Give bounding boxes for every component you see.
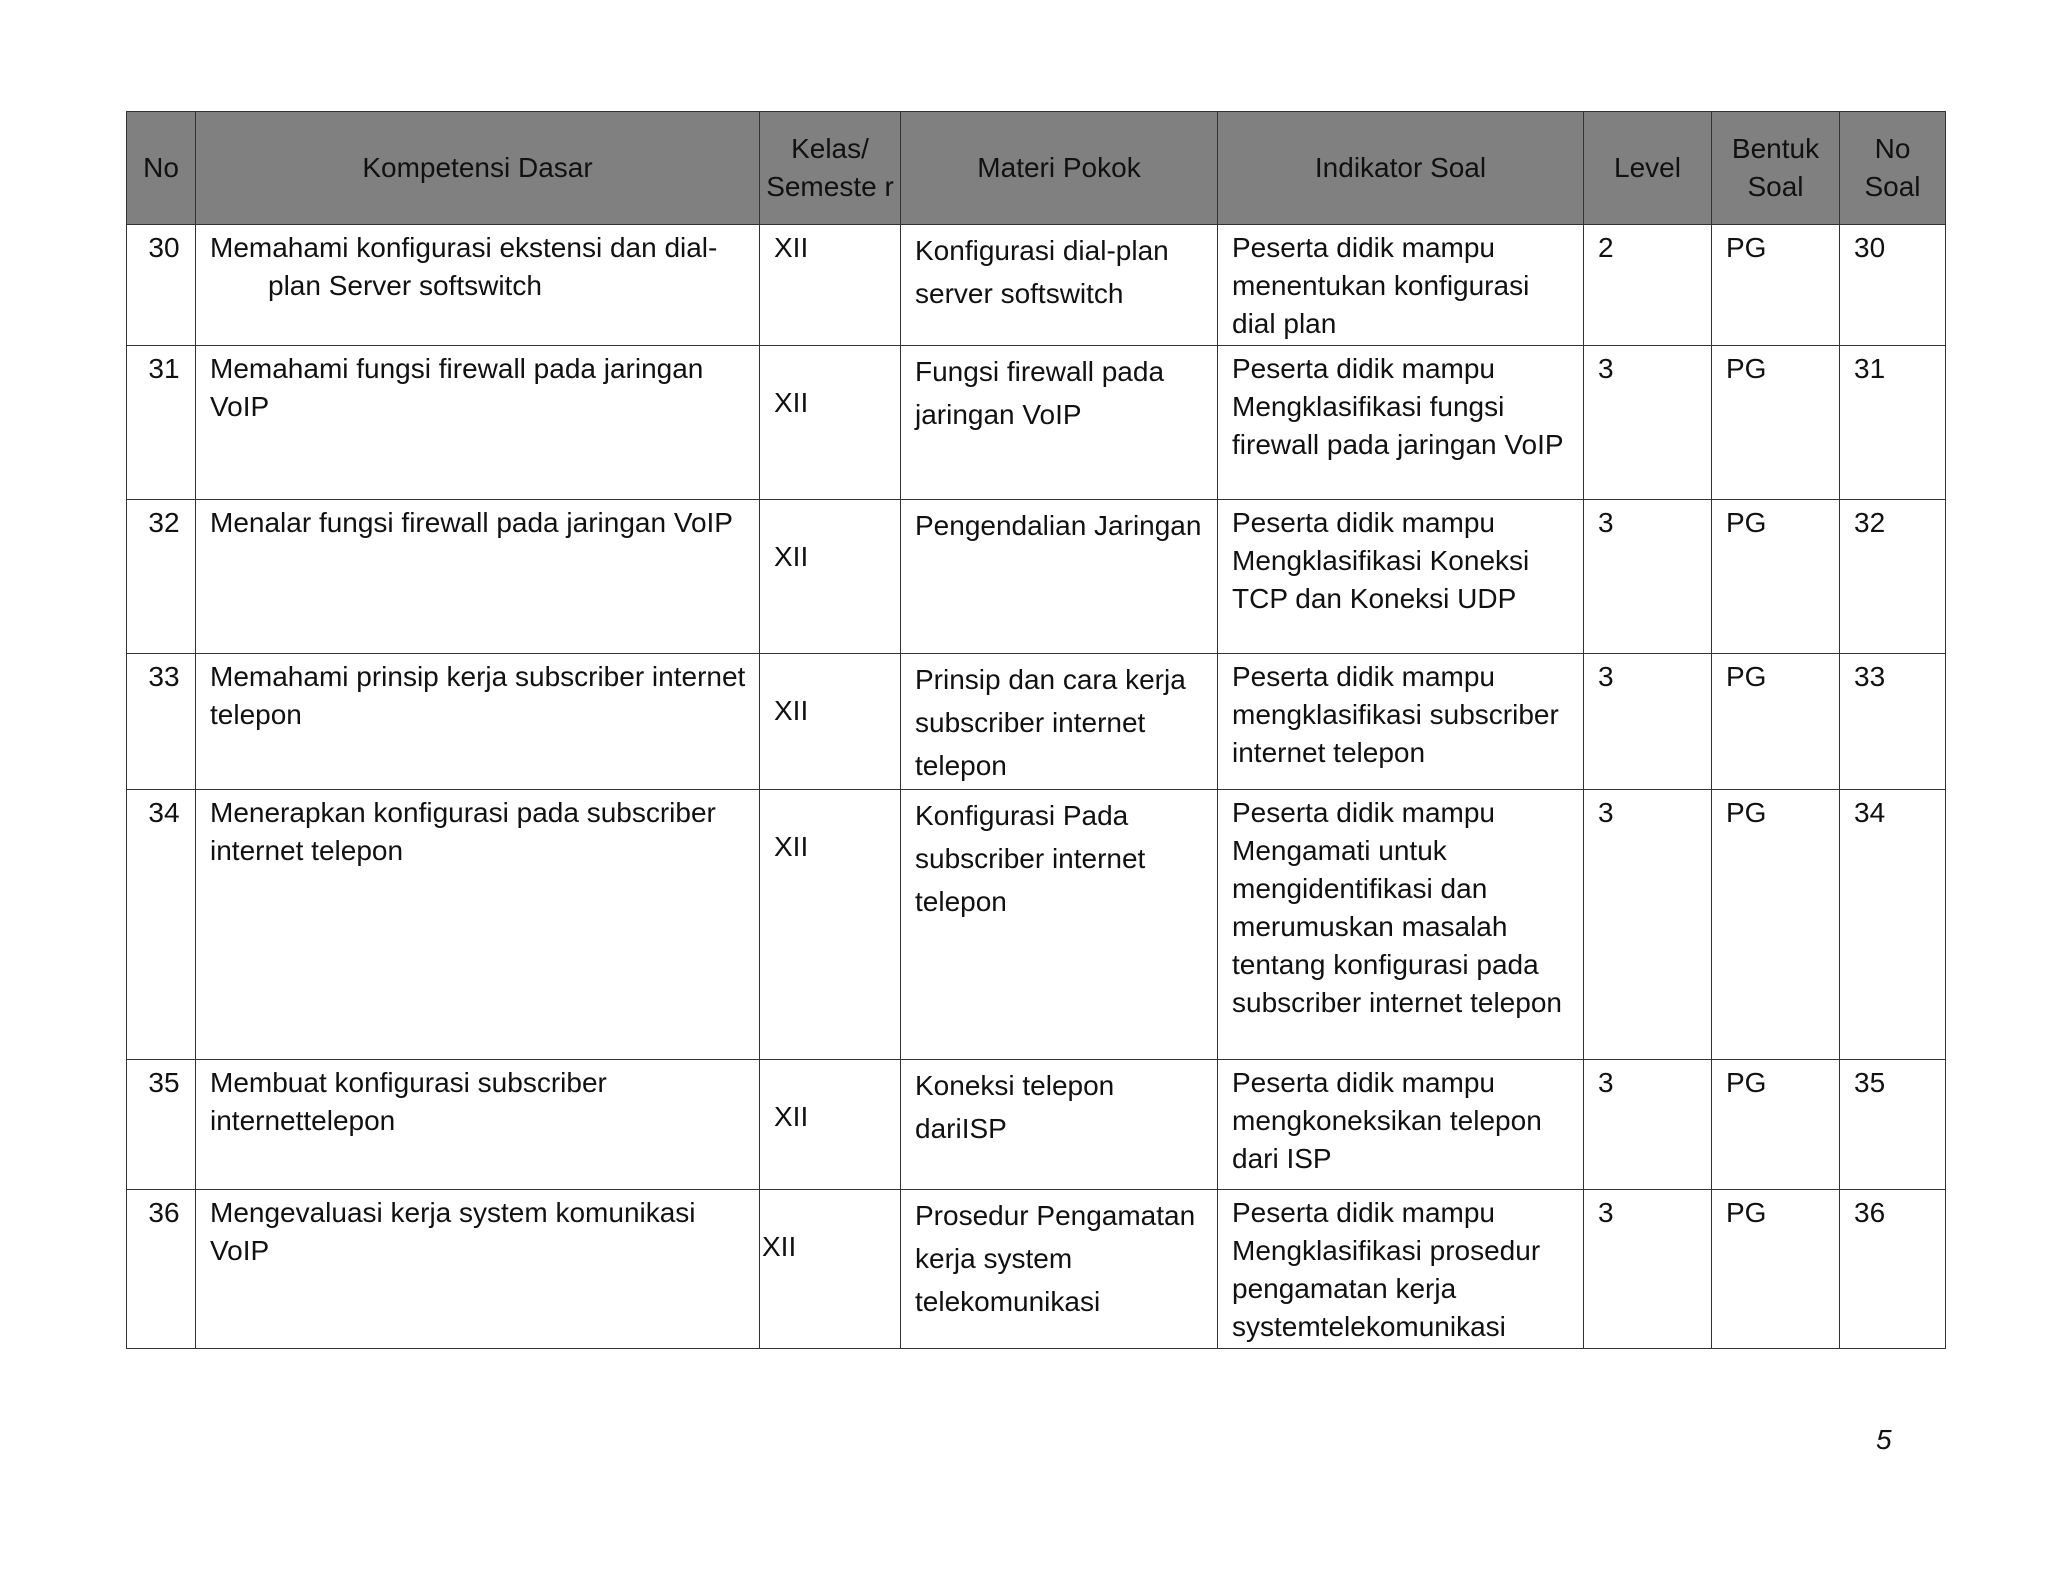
table-row bbox=[127, 654, 1946, 790]
cell-kompetensi: Menerapkan konfigurasi pada subscriber internet telepon bbox=[196, 790, 760, 1060]
cell-materi: Konfigurasi dial-plan server softswitch bbox=[901, 225, 1218, 346]
cell-kompetensi: Membuat konfigurasi subscriber internettelepon bbox=[196, 1060, 760, 1190]
cell-no: 31 bbox=[127, 346, 196, 500]
cell-kelas bbox=[760, 225, 901, 346]
table-row bbox=[127, 1190, 1946, 1349]
cell-no: 34 bbox=[127, 790, 196, 1060]
cell-no-soal: 35 bbox=[1840, 1060, 1946, 1190]
cell-indikator: Peserta didik mampu mengklasifikasi subscriber internet telepon bbox=[1218, 654, 1584, 790]
table-header-row bbox=[127, 112, 1946, 225]
cell-kompetensi-line: plan Server softswitch bbox=[268, 270, 542, 301]
cell-no-soal: 31 bbox=[1840, 346, 1946, 500]
page-number: 5 bbox=[1876, 1424, 1892, 1455]
header-kelas-semester: Kelas/ Semeste r bbox=[760, 112, 901, 225]
header-indikator-soal: Indikator Soal bbox=[1218, 112, 1584, 225]
cell-level: 3 bbox=[1584, 500, 1712, 654]
cell-materi: Fungsi firewall pada jaringan VoIP bbox=[901, 346, 1218, 500]
cell-kelas-value: XII bbox=[774, 541, 809, 572]
cell-no-soal: 36 bbox=[1840, 1190, 1946, 1349]
cell-level: 3 bbox=[1584, 1060, 1712, 1190]
cell-bentuk: PG bbox=[1712, 500, 1840, 654]
cell-materi: Konfigurasi Pada subscriber internet telepon bbox=[901, 790, 1218, 1060]
cell-no: 32 bbox=[127, 500, 196, 654]
cell-kelas-value: XII bbox=[762, 1231, 797, 1262]
kisi-kisi-table bbox=[126, 111, 1946, 1349]
cell-indikator: Peserta didik mampu menentukan konfigurasi dial plan bbox=[1218, 225, 1584, 346]
table-row bbox=[127, 1060, 1946, 1190]
cell-kelas-value: XII bbox=[774, 387, 809, 418]
cell-kompetensi: Memahami fungsi firewall pada jaringan VoIP bbox=[196, 346, 760, 500]
cell-level: 3 bbox=[1584, 654, 1712, 790]
cell-bentuk: PG bbox=[1712, 225, 1840, 346]
cell-indikator: Peserta didik mampu Mengklasifikasi fungsi firewall pada jaringan VoIP bbox=[1218, 346, 1584, 500]
cell-kelas bbox=[760, 1190, 901, 1349]
cell-bentuk: PG bbox=[1712, 1190, 1840, 1349]
cell-kompetensi: Mengevaluasi kerja system komunikasi VoIP bbox=[196, 1190, 760, 1349]
cell-kelas-value: XII bbox=[774, 695, 809, 726]
table-row bbox=[127, 790, 1946, 1060]
header-materi-pokok: Materi Pokok bbox=[901, 112, 1218, 225]
cell-kelas-value: XII bbox=[774, 831, 809, 862]
header-bentuk-soal: Bentuk Soal bbox=[1712, 112, 1840, 225]
cell-indikator: Peserta didik mampu Mengklasifikasi Koneksi TCP dan Koneksi UDP bbox=[1218, 500, 1584, 654]
cell-bentuk: PG bbox=[1712, 346, 1840, 500]
cell-indikator: Peserta didik mampu Mengamati untuk mengidentifikasi dan merumuskan masalah tentang konfigurasi pada subscriber internet telepon bbox=[1218, 790, 1584, 1060]
cell-kelas bbox=[760, 1060, 901, 1190]
cell-indikator: Peserta didik mampu Mengklasifikasi prosedur pengamatan kerja systemtelekomunikasi bbox=[1218, 1190, 1584, 1349]
header-level: Level bbox=[1584, 112, 1712, 225]
cell-bentuk: PG bbox=[1712, 654, 1840, 790]
cell-no-soal: 30 bbox=[1840, 225, 1946, 346]
cell-kompetensi: Memahami prinsip kerja subscriber internet telepon bbox=[196, 654, 760, 790]
cell-level: 2 bbox=[1584, 225, 1712, 346]
cell-no: 33 bbox=[127, 654, 196, 790]
cell-kompetensi: Menalar fungsi firewall pada jaringan VoIP bbox=[196, 500, 760, 654]
cell-kelas-value: XII bbox=[774, 1101, 809, 1132]
table-row bbox=[127, 346, 1946, 500]
cell-materi: Prinsip dan cara kerja subscriber internet telepon bbox=[901, 654, 1218, 790]
cell-kelas bbox=[760, 654, 901, 790]
cell-no-soal: 33 bbox=[1840, 654, 1946, 790]
table-row bbox=[127, 225, 1946, 346]
cell-kelas bbox=[760, 790, 901, 1060]
cell-level: 3 bbox=[1584, 346, 1712, 500]
cell-kelas-value: XII bbox=[774, 232, 809, 263]
cell-materi: Koneksi telepon dariISP bbox=[901, 1060, 1218, 1190]
cell-no: 30 bbox=[127, 225, 196, 346]
cell-materi: Prosedur Pengamatan kerja system telekomunikasi bbox=[901, 1190, 1218, 1349]
table-row bbox=[127, 500, 1946, 654]
cell-no: 36 bbox=[127, 1190, 196, 1349]
cell-kelas bbox=[760, 500, 901, 654]
cell-kompetensi-line: Memahami konfigurasi ekstensi dan dial- bbox=[210, 232, 718, 263]
cell-no: 35 bbox=[127, 1060, 196, 1190]
header-no: No bbox=[127, 112, 196, 225]
header-kompetensi-dasar: Kompetensi Dasar bbox=[196, 112, 760, 225]
cell-kelas bbox=[760, 346, 901, 500]
cell-no-soal: 34 bbox=[1840, 790, 1946, 1060]
cell-bentuk: PG bbox=[1712, 1060, 1840, 1190]
cell-level: 3 bbox=[1584, 1190, 1712, 1349]
cell-no-soal: 32 bbox=[1840, 500, 1946, 654]
cell-materi: Pengendalian Jaringan bbox=[901, 500, 1218, 654]
cell-bentuk: PG bbox=[1712, 790, 1840, 1060]
cell-kompetensi bbox=[196, 225, 760, 346]
cell-indikator: Peserta didik mampu mengkoneksikan telepon dari ISP bbox=[1218, 1060, 1584, 1190]
header-no-soal: No Soal bbox=[1840, 112, 1946, 225]
cell-level: 3 bbox=[1584, 790, 1712, 1060]
